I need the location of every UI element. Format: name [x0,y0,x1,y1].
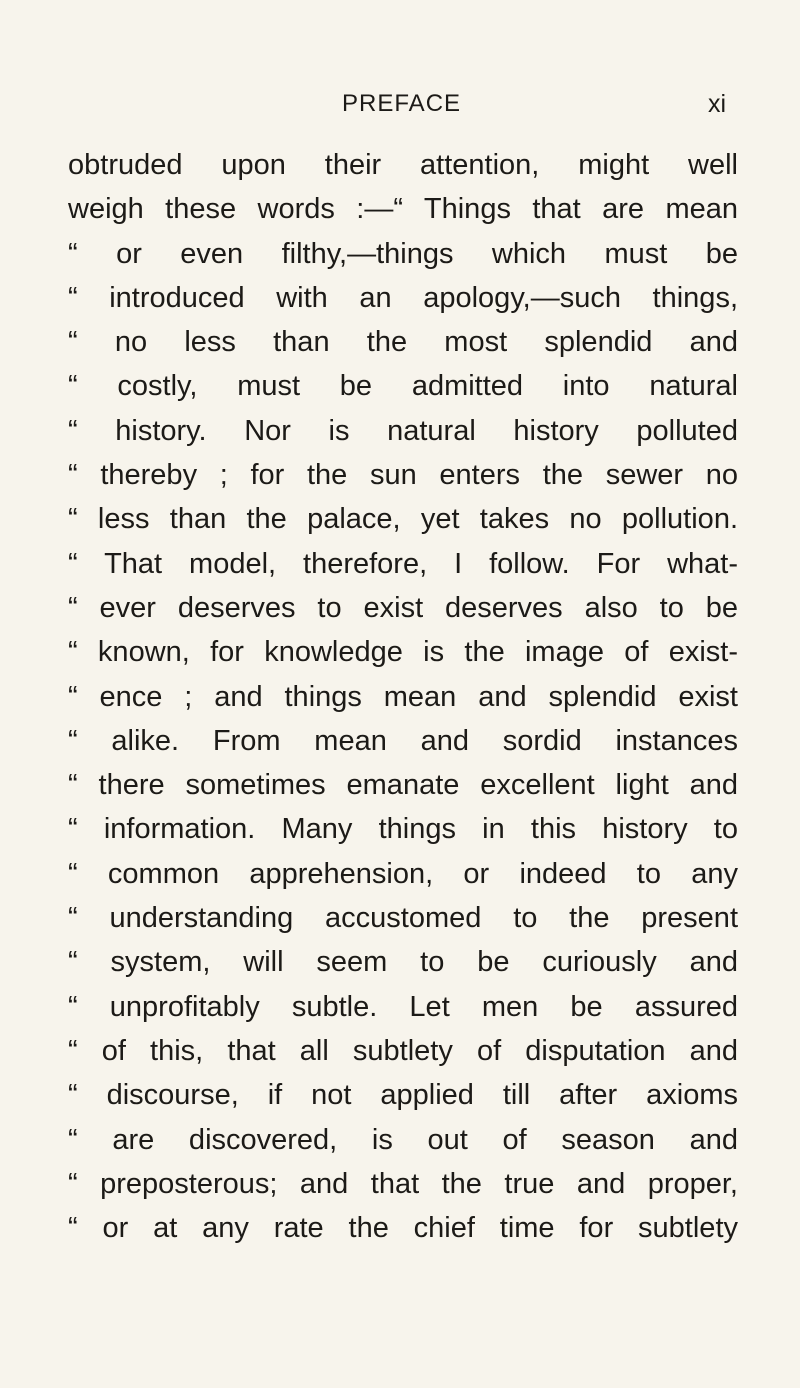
text-line: “ system, will seem to be curiously and [68,946,738,979]
text-line: “ are discovered, is out of season and [68,1123,738,1156]
running-head [0,90,800,120]
text-line: weigh these words :—“ Things that are mean [68,193,738,226]
running-title: PREFACE [342,90,462,117]
text-line: “ understanding accustomed to the present [68,902,738,935]
text-line: “ or at any rate the chief time for subtlety [68,1212,738,1245]
text-line: “ ence ; and things mean and splendid exist [68,680,738,713]
text-line: “ no less than the most splendid and [68,326,738,359]
text-line: “ history. Nor is natural history polluted [68,414,738,447]
text-line: “ discourse, if not applied till after axioms [68,1079,738,1112]
text-line: “ known, for knowledge is the image of exist- [68,636,738,669]
text-line: “ unprofitably subtle. Let men be assured [68,990,738,1023]
page-number: xi [708,90,727,118]
text-line: “ preposterous; and that the true and proper, [68,1167,738,1200]
text-line: “ there sometimes emanate excellent light and [68,769,738,802]
text-line: “ costly, must be admitted into natural [68,370,738,403]
text-line: “ thereby ; for the sun enters the sewer no [68,459,738,492]
text-line: “ alike. From mean and sordid instances [68,724,738,757]
text-line: “ That model, therefore, I follow. For what- [68,547,738,580]
text-line: “ or even filthy,—things which must be [68,237,738,270]
text-line: “ of this, that all subtlety of disputation and [68,1034,738,1067]
text-line: “ ever deserves to exist deserves also to be [68,591,738,624]
body-text [68,143,738,1250]
text-line: obtruded upon their attention, might well [68,149,738,181]
text-line: “ information. Many things in this history to [68,813,738,846]
text-line: “ introduced with an apology,—such things, [68,281,738,314]
text-line: “ less than the palace, yet takes no pollution. [68,503,738,536]
text-line: “ common apprehension, or indeed to any [68,857,738,890]
